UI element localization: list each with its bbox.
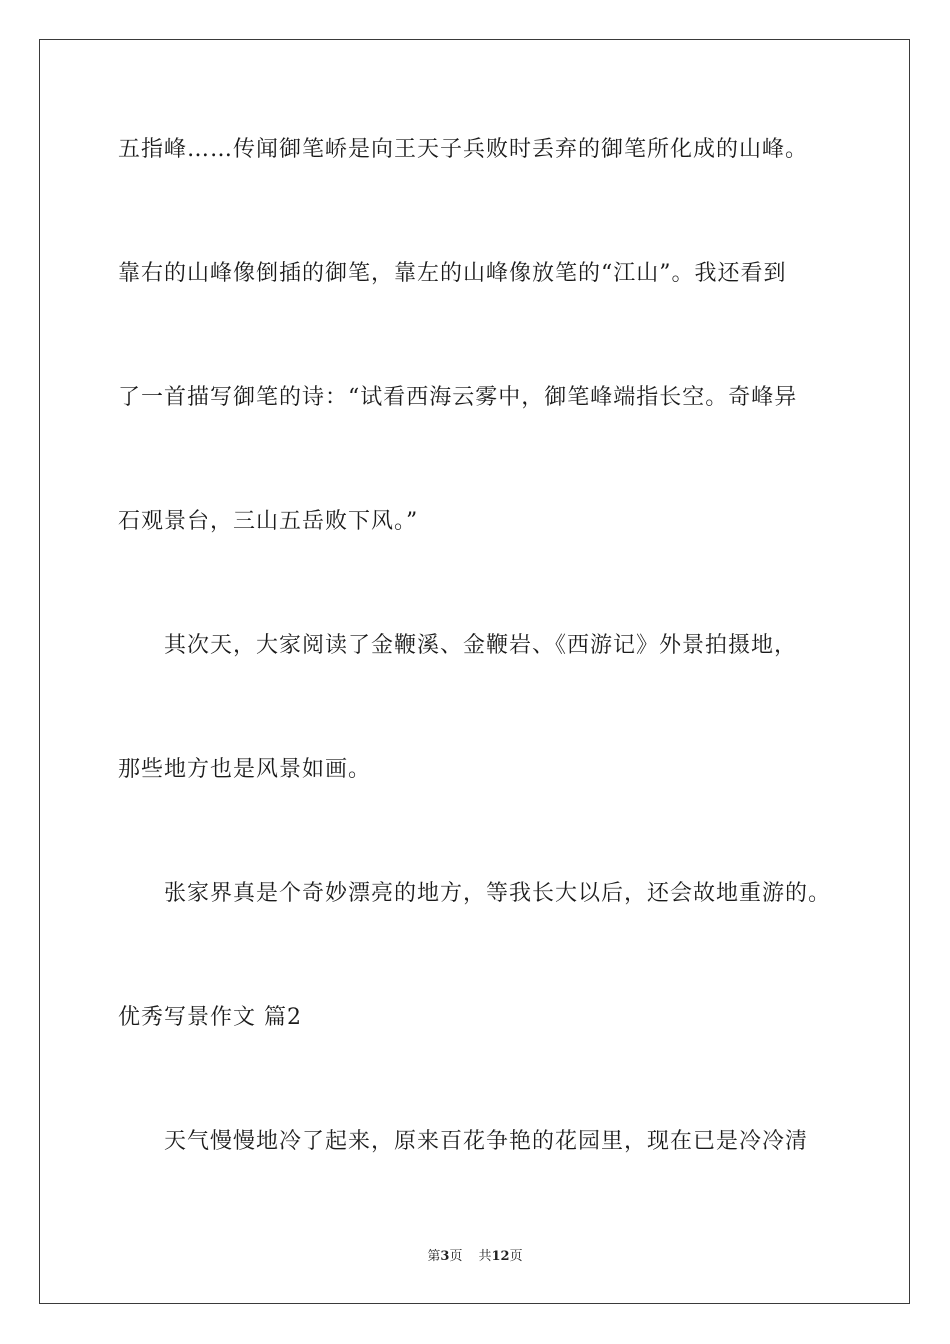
- body-text-line: 石观景台，三山五岳败下风。”: [118, 509, 419, 534]
- page-border: [39, 39, 910, 1304]
- total-pages: 12: [491, 1249, 510, 1264]
- page-suffix: 页: [449, 1249, 463, 1264]
- paragraph-start-line: 张家界真是个奇妙漂亮的地方，等我长大以后，还会故地重游的。: [164, 881, 832, 906]
- body-text-line: 五指峰……传闻御笔峤是向王天子兵败时丢弃的御笔所化成的山峰。: [118, 137, 809, 162]
- page-footer: [0, 1248, 950, 1266]
- body-text-line: 那些地方也是风景如画。: [118, 757, 372, 782]
- body-text-line: 靠右的山峰像倒插的御笔，靠左的山峰像放笔的“江山”。我还看到: [118, 261, 787, 286]
- paragraph-start-line: 其次天，大家阅读了金鞭溪、金鞭岩、《西游记》外景拍摄地，: [164, 633, 798, 658]
- total-suffix: 页: [509, 1249, 523, 1264]
- total-prefix: 共: [478, 1249, 492, 1264]
- paragraph-start-line: 天气慢慢地冷了起来，原来百花争艳的花园里，现在已是冷冷清: [164, 1129, 809, 1154]
- body-text-line: 了一首描写御笔的诗：“试看西海云雾中，御笔峰端指长空。奇峰异: [118, 385, 798, 410]
- section-heading: 优秀写景作文 篇2: [118, 1005, 302, 1030]
- page-prefix: 第: [427, 1249, 441, 1264]
- page-number: 3: [440, 1249, 450, 1264]
